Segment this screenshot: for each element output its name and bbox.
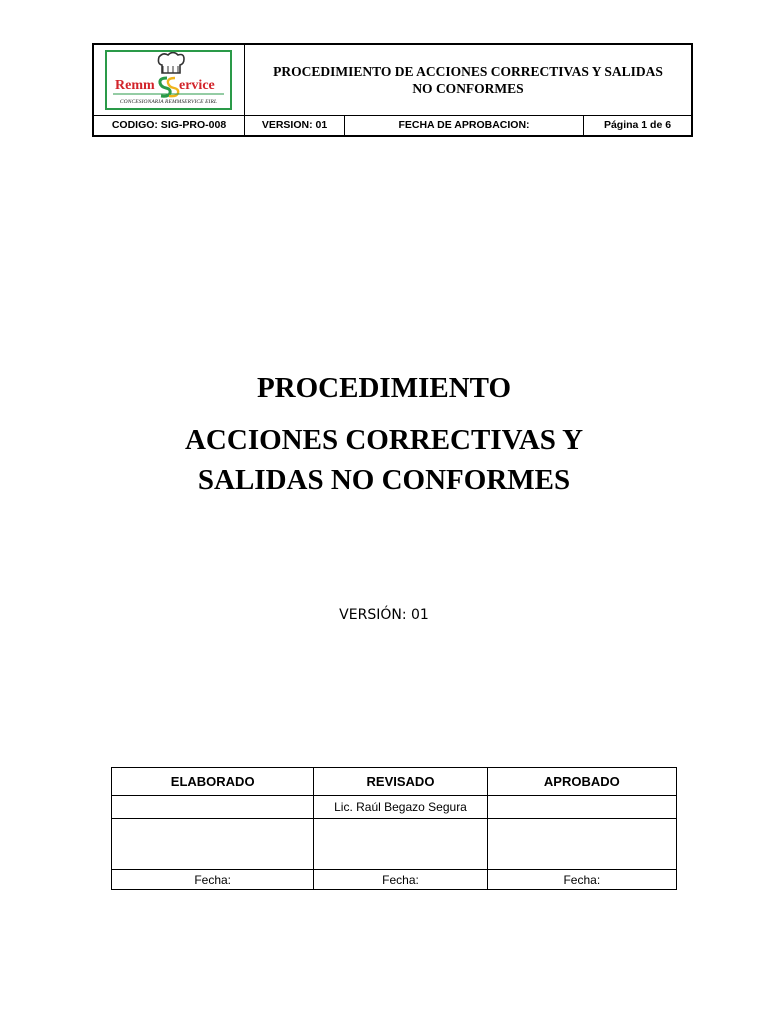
name-elaborado bbox=[112, 796, 314, 819]
version-label: VERSIÓN: 01 bbox=[339, 607, 429, 623]
date-revisado: Fecha: bbox=[314, 870, 487, 890]
document-title bbox=[245, 45, 691, 115]
logo-subtitle: CONCESIONARIA REMMSERVICE EIRL bbox=[119, 99, 218, 105]
approval-table bbox=[111, 767, 677, 890]
chef-hat-icon bbox=[158, 53, 184, 74]
signature-elaborado bbox=[112, 819, 314, 870]
document-version: VERSION: 01 bbox=[245, 116, 345, 135]
document-title-text: PROCEDIMIENTO DE ACCIONES CORRECTIVAS Y SALIDAS NO CONFORMES bbox=[273, 64, 663, 96]
logo-cell bbox=[94, 45, 245, 115]
main-title-line-1: PROCEDIMIENTO bbox=[256, 372, 512, 404]
document-header bbox=[92, 43, 693, 137]
signature-aprobado bbox=[487, 819, 676, 870]
double-s-icon bbox=[160, 78, 178, 96]
approval-dates-row bbox=[112, 870, 677, 890]
page-number: Página 1 de 6 bbox=[603, 119, 672, 131]
logo-brand-right: ervice bbox=[179, 78, 215, 93]
date-aprobado: Fecha: bbox=[487, 870, 676, 890]
header-revisado: REVISADO bbox=[314, 768, 487, 796]
approval-names-row bbox=[112, 796, 677, 819]
logo-brand-left: Remm bbox=[115, 78, 155, 93]
header-top-row bbox=[94, 45, 691, 116]
main-title-line-3: SALIDAS NO CONFORMES bbox=[197, 464, 571, 496]
approval-date-label: FECHA DE APROBACION: bbox=[345, 116, 584, 135]
main-title-line-2: ACCIONES CORRECTIVAS Y bbox=[184, 424, 584, 456]
document-code: CODIGO: SIG-PRO-008 bbox=[94, 116, 245, 135]
signature-revisado bbox=[314, 819, 487, 870]
name-aprobado bbox=[487, 796, 676, 819]
header-info-row bbox=[94, 116, 691, 135]
header-elaborado: ELABORADO bbox=[112, 768, 314, 796]
approval-header-row bbox=[112, 768, 677, 796]
name-revisado: Lic. Raúl Begazo Segura bbox=[314, 796, 487, 819]
date-elaborado: Fecha: bbox=[112, 870, 314, 890]
company-logo bbox=[105, 50, 232, 110]
header-aprobado: APROBADO bbox=[487, 768, 676, 796]
approval-signature-row bbox=[112, 819, 677, 870]
